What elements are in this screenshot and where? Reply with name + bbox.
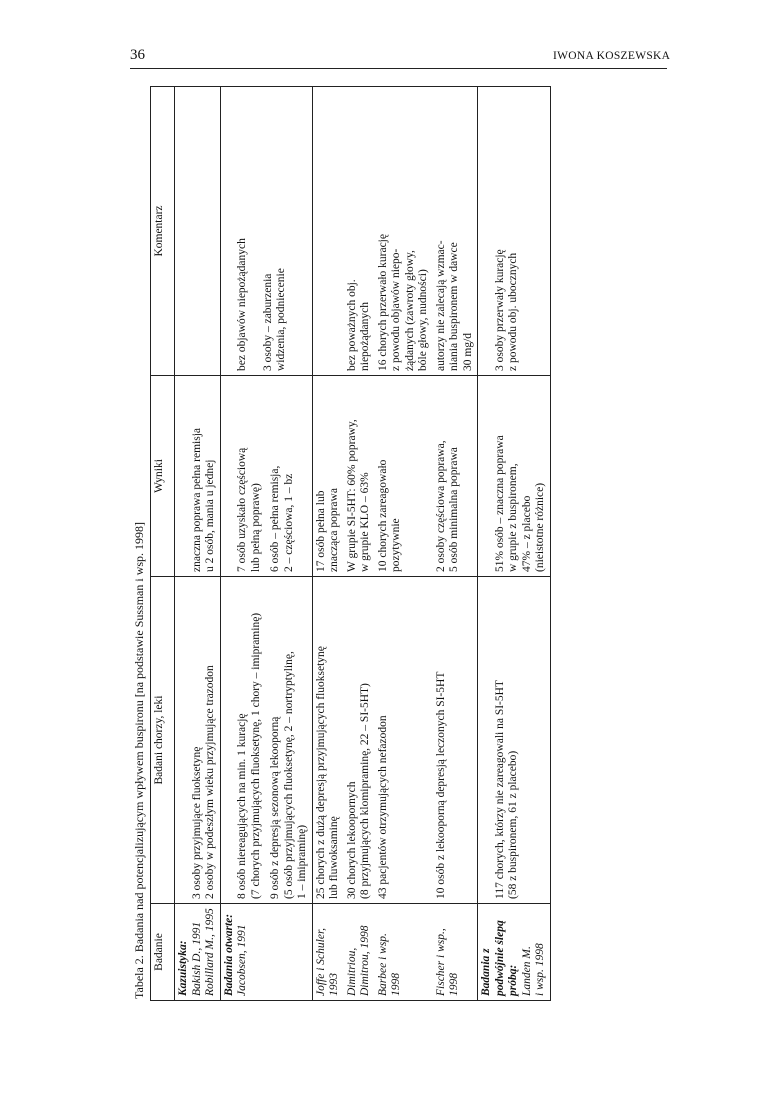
results-line: 2 – częściowa, 1 – bz	[282, 473, 295, 572]
results-line: 10 chorych zareagowało	[376, 459, 389, 572]
patients-line: 30 chorych lekoopornych	[345, 781, 358, 899]
results-line: u 2 osób, mania u jednej	[204, 459, 216, 572]
results-line: (nieistotne różnice)	[534, 482, 546, 572]
study-line: Bakish D., 1991	[190, 921, 203, 996]
comment-cell	[220, 87, 312, 376]
table-row	[478, 87, 551, 1001]
patients-line: (5 osób przyjmujących fluoksetynę, 2 – nortryptylinę,	[282, 651, 295, 899]
results-cell	[344, 376, 375, 577]
study-line: Dimitriou,	[345, 947, 358, 996]
patients-line: 9 osób z depresją sezonową lekooporną	[269, 716, 281, 899]
comment-cell	[312, 87, 344, 376]
running-head: IWONA KOSZEWSKA	[553, 50, 671, 62]
heading-spacer	[177, 380, 191, 572]
heading-spacer	[223, 581, 237, 899]
patients-cell	[478, 577, 551, 904]
study-cell	[478, 904, 551, 1001]
header-study: Badanie	[151, 904, 175, 1001]
patients-line: 10 osób z lekooporną depresją leczonych SI-5HT	[434, 671, 447, 899]
study-line: Joffe i Schuler, 1993	[314, 927, 340, 996]
table-row	[344, 87, 375, 1001]
comment-line: 16 chorych przerwało kurację	[376, 234, 389, 371]
study-cell	[344, 904, 375, 1001]
table-row	[433, 87, 478, 1001]
patients-line: 25 chorych z dużą depresją przyjmujących fluoksetynę	[314, 646, 327, 899]
patients-line: 117 chorych, którzy nie zareagowali na SI-5HT	[493, 680, 506, 899]
patients-cell	[220, 577, 312, 904]
results-cell	[375, 376, 433, 577]
comment-line: żądanych (zawroty głowy,	[403, 250, 416, 371]
data-table	[150, 86, 551, 1001]
patients-cell	[312, 577, 344, 904]
results-cell	[175, 376, 221, 577]
results-cell	[220, 376, 312, 577]
header-results: Wyniki	[151, 376, 175, 577]
comment-line: 3 osoby – zaburzenia	[261, 273, 274, 371]
patients-line: lub fluwoksaminę	[328, 816, 340, 899]
study-line: Jacobsen, 1991	[236, 924, 248, 996]
patients-line: 1 – imipraminę)	[296, 824, 308, 899]
patients-line: 2 osoby w podeszłym wieku przyjmujące trazodon	[204, 665, 216, 899]
patients-line: (58 z buspironem, 61 z placebo)	[507, 750, 519, 899]
patients-line: 3 osoby przyjmujące fluoksetynę	[190, 746, 203, 899]
section-heading: Kazuistyka:	[177, 940, 189, 996]
comment-cell	[375, 87, 433, 376]
results-cell	[312, 376, 344, 577]
study-line: i wsp. 1998	[534, 943, 546, 996]
comment-cell	[478, 87, 551, 376]
comment-line: bez objawów niepożądanych	[236, 238, 248, 371]
results-line: 17 osób pełna lub	[314, 490, 327, 572]
results-line: 6 osób – pełna remisja,	[269, 465, 281, 572]
study-line: Fischer i wsp., 1998	[434, 928, 460, 996]
table-header-row	[151, 87, 175, 1001]
results-line: 7 osób uzyskało częściową	[236, 447, 248, 572]
comment-line: 30 mg/d	[461, 332, 474, 371]
results-line: 47% – z placebo	[520, 495, 533, 572]
heading-spacer	[480, 91, 494, 371]
results-line: W grupie SI-5HT: 60% poprawy,	[345, 419, 358, 572]
heading-spacer	[480, 380, 494, 572]
heading-spacer	[223, 380, 237, 572]
study-cell	[220, 904, 312, 1001]
results-line: w grupie z buspironem,	[507, 463, 519, 572]
results-line: w grupie KLO – 63%	[359, 472, 371, 572]
study-line: Dimitrou, 1998	[359, 925, 371, 996]
table-row	[175, 87, 221, 1001]
comment-cell	[344, 87, 375, 376]
patients-line: 43 pacjentów otrzymujących nefazodon	[376, 715, 389, 899]
comment-line: z powodu objawów niepo-	[390, 248, 402, 371]
study-line: Barbee i wsp. 1998	[376, 933, 402, 996]
patients-line: (8 przyjmujących klomipraminę, 22 – SI-5HT)	[359, 683, 371, 899]
page-number: 36	[130, 47, 145, 63]
results-cell	[433, 376, 478, 577]
comment-line: 3 osoby przerwały kurację	[493, 249, 506, 371]
section-heading: Badania otwarte:	[222, 913, 235, 996]
comment-line: niania buspironem w dawce	[448, 242, 460, 371]
results-line: znaczna poprawa pełna remisja	[190, 428, 203, 572]
results-line: 51% osób – znaczna poprawa	[493, 435, 506, 572]
study-cell	[433, 904, 478, 1001]
comment-line: autorzy nie zalecają wzmac-	[434, 240, 447, 371]
comment-line: niepożądanych	[359, 302, 371, 371]
patients-cell	[433, 577, 478, 904]
study-line: Landen M.	[520, 946, 533, 996]
table-row	[375, 87, 433, 1001]
results-line: 5 osób minimalna poprawa	[448, 447, 460, 572]
patients-cell	[175, 577, 221, 904]
table-body	[175, 87, 551, 1001]
heading-spacer	[223, 91, 237, 371]
comment-line: widzenia, podniecenie	[275, 268, 287, 371]
results-line: pozytywnie	[390, 518, 402, 572]
results-line: lub pełną poprawę)	[249, 483, 262, 572]
comment-line: bez poważnych obj.	[345, 279, 358, 371]
header-comment: Komentarz	[151, 87, 175, 376]
table-row	[220, 87, 312, 1001]
comment-cell	[175, 87, 221, 376]
comment-cell	[433, 87, 478, 376]
study-cell	[375, 904, 433, 1001]
section-heading: Badania z podwójnie ślepą próbą:	[480, 920, 519, 996]
results-line: znacząca poprawa	[328, 488, 340, 572]
study-cell	[312, 904, 344, 1001]
comment-line: z powodu obj. ubocznych	[507, 252, 519, 371]
results-line: 2 osoby częściowa poprawa,	[434, 440, 447, 572]
heading-spacer	[177, 581, 191, 899]
patients-line: 8 osób niereagujących na min. 1 kurację	[236, 713, 248, 899]
study-line: Robillard M., 1995	[204, 908, 216, 996]
rotated-table-block	[130, 86, 551, 1001]
comment-line: bóle głowy, nudności)	[417, 269, 429, 371]
table-row	[312, 87, 344, 1001]
patients-cell	[344, 577, 375, 904]
results-cell	[478, 376, 551, 577]
header-patients: Badani chorzy, leki	[151, 577, 175, 904]
heading-spacer	[177, 91, 191, 371]
table-caption: Tabela 2. Badania nad potencjalizującym wpływem buspironu [na podstawie Sussman i wsp. 1998]	[132, 521, 146, 999]
heading-spacer	[480, 581, 494, 899]
patients-line: (7 chorych przyjmujących fluoksetynę, 1 chory – imipraminę)	[249, 612, 262, 899]
study-cell	[175, 904, 221, 1001]
patients-cell	[375, 577, 433, 904]
